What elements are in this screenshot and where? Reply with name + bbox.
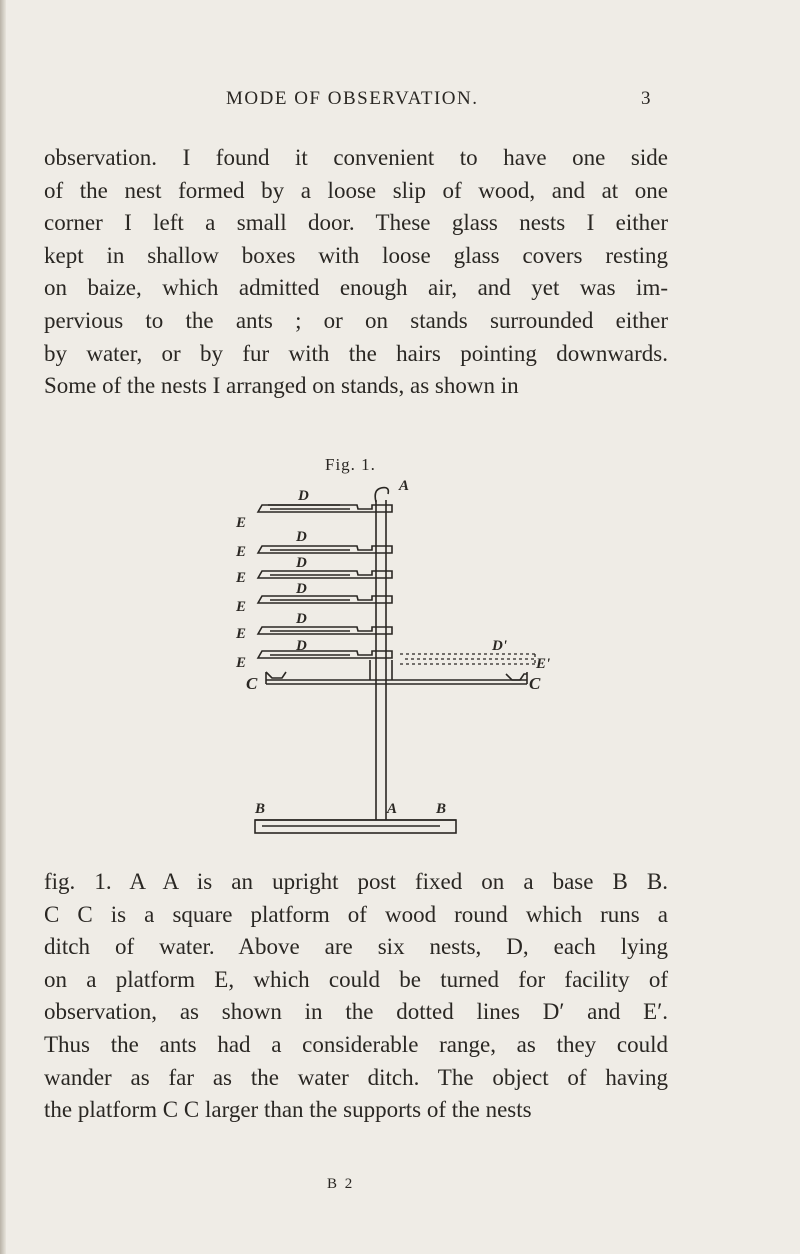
post-hook	[375, 488, 388, 502]
text-line: the platform C C larger than the supports of the nests	[44, 1097, 532, 1123]
shelf-5	[258, 627, 392, 634]
paragraph-2	[44, 866, 668, 1127]
label-e: E	[236, 599, 247, 615]
shelf-2	[258, 546, 392, 553]
text-line: observation. I found it convenient to have one side	[44, 145, 668, 170]
shelf-3	[258, 571, 392, 578]
text-line: kept in shallow boxes with loose glass covers resting	[44, 242, 668, 268]
label-d: D	[296, 638, 307, 654]
label-e: E	[236, 626, 247, 642]
text-line: ditch of water. Above are six nests, D, each lying	[44, 934, 668, 960]
text-line: Some of the nests I arranged on stands, as shown in	[44, 373, 519, 399]
label-a-top: A	[399, 478, 410, 494]
text-line: wander as far as the water ditch. The object of having	[44, 1064, 668, 1090]
shelf-6	[258, 651, 392, 658]
label-d-prime: D'	[492, 638, 507, 654]
text-line: fig. 1. A A is an upright post fixed on a base B B.	[44, 869, 668, 894]
label-d: D	[296, 555, 307, 571]
text-line: of the nest formed by a loose slip of wood, and at one	[44, 177, 668, 203]
label-d: D	[298, 488, 309, 504]
label-c-left: C	[246, 674, 258, 693]
label-b-left: B	[255, 801, 266, 817]
text-line: by water, or by fur with the hairs pointing downwards.	[44, 340, 668, 366]
dotted-turned-nest	[400, 654, 535, 664]
label-c-right: C	[529, 674, 541, 693]
figure-1-diagram	[0, 470, 800, 840]
text-line: corner I left a small door. These glass nests I either	[44, 210, 668, 236]
text-line: pervious to the ants ; or on stands surrounded either	[44, 307, 668, 333]
shelf-4	[258, 596, 392, 603]
text-line: C C is a square platform of wood round which runs a	[44, 901, 668, 927]
label-d: D	[296, 611, 307, 627]
text-line: on baize, which admitted enough air, and yet was im-	[44, 275, 668, 301]
label-d: D	[296, 529, 307, 545]
label-e: E	[236, 570, 247, 586]
page-number: 3	[641, 88, 652, 109]
text-line: Thus the ants had a considerable range, as they could	[44, 1031, 668, 1057]
label-e: E	[236, 655, 247, 671]
platform-cc	[266, 660, 527, 684]
label-d: D	[296, 581, 307, 597]
label-e-prime: E'	[536, 656, 551, 672]
text-line: observation, as shown in the dotted lines D′ and E′.	[44, 999, 668, 1025]
label-b-right: B	[436, 801, 447, 817]
shelf-1	[258, 505, 392, 512]
running-title: MODE OF OBSERVATION.	[226, 88, 479, 109]
base-bb	[255, 820, 456, 833]
text-line: on a platform E, which could be turned for facility of	[44, 966, 668, 992]
paragraph-1	[44, 142, 668, 403]
label-e: E	[236, 515, 247, 531]
label-e: E	[236, 544, 247, 560]
figure-caption: Fig. 1.	[325, 455, 376, 474]
label-a-bottom: A	[387, 801, 398, 817]
signature-mark: B 2	[327, 1176, 355, 1192]
